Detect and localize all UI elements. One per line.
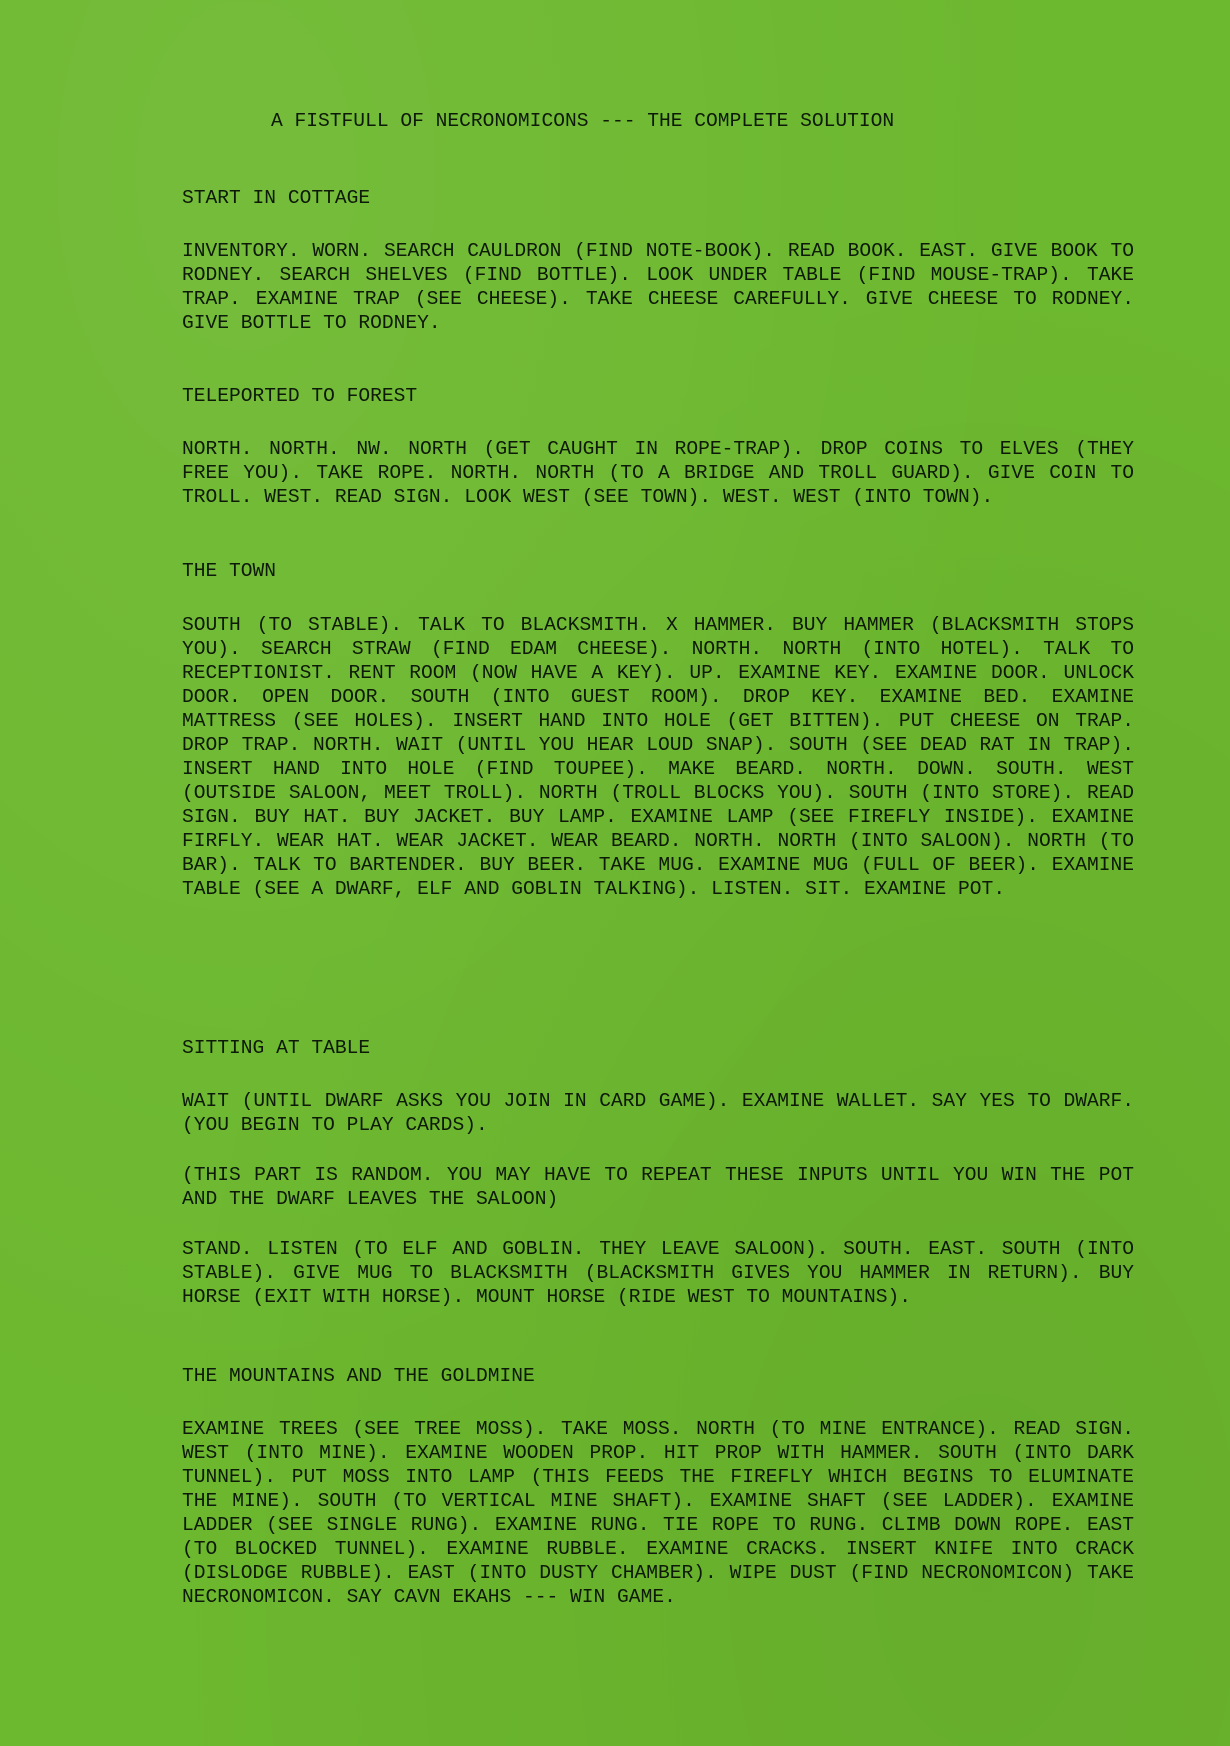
- section-heading-start-in-cottage: START IN COTTAGE: [182, 187, 371, 209]
- section-paragraph: WAIT (UNTIL DWARF ASKS YOU JOIN IN CARD GAME). EXAMINE WALLET. SAY YES TO DWARF. (YOU BEGIN TO PLAY CARDS).: [182, 1090, 1134, 1136]
- section-paragraph: SOUTH (TO STABLE). TALK TO BLACKSMITH. X HAMMER. BUY HAMMER (BLACKSMITH STOPS YOU). SEARCH STRAW (FIND EDAM CHEESE). NORTH. NORTH (INTO HOTEL). TALK TO RECEPTIONIST. RENT ROOM (NOW HAVE A KEY). UP. EXAMINE KEY. EXAMINE DOOR. UNLOCK DOOR. OPEN DOOR. SOUTH (INTO GUEST ROOM). DROP KEY. EXAMINE BED. EXAMINE MATTRESS (SEE HOLES). INSERT HAND INTO HOLE (GET BITTEN). PUT CHEESE ON TRAP. DROP TRAP. NORTH. WAIT (UNTIL YOU HEAR LOUD SNAP). SOUTH (SEE DEAD RAT IN TRAP). INSERT HAND INTO HOLE (FIND TOUPEE). MAKE BEARD. NORTH. DOWN. SOUTH. WEST (OUTSIDE SALOON, MEET TROLL). NORTH (TROLL BLOCKS YOU). SOUTH (INTO STORE). READ SIGN. BUY HAT. BUY JACKET. BUY LAMP. EXAMINE LAMP (SEE FIREFLY INSIDE). EXAMINE FIRFLY. WEAR HAT. WEAR JACKET. WEAR BEARD. NORTH. NORTH (INTO SALOON). NORTH (TO BAR). TALK TO BARTENDER. BUY BEER. TAKE MUG. EXAMINE MUG (FULL OF BEER). EXAMINE TABLE (SEE A DWARF, ELF AND GOBLIN TALKING). LISTEN. SIT. EXAMINE POT.: [182, 614, 1134, 900]
- section-heading-the-mountains-and-the-goldmine: THE MOUNTAINS AND THE GOLDMINE: [182, 1365, 535, 1387]
- section-paragraph: EXAMINE TREES (SEE TREE MOSS). TAKE MOSS. NORTH (TO MINE ENTRANCE). READ SIGN. WEST (INTO MINE). EXAMINE WOODEN PROP. HIT PROP WITH HAMMER. SOUTH (INTO DARK TUNNEL). PUT MOSS INTO LAMP (THIS FEEDS THE FIREFLY WHICH BEGINS TO ELUMINATE THE MINE). SOUTH (TO VERTICAL MINE SHAFT). EXAMINE SHAFT (SEE LADDER). EXAMINE LADDER (SEE SINGLE RUNG). EXAMINE RUNG. TIE ROPE TO RUNG. CLIMB DOWN ROPE. EAST (TO BLOCKED TUNNEL). EXAMINE RUBBLE. EXAMINE CRACKS. INSERT KNIFE INTO CRACK (DISLODGE RUBBLE). EAST (INTO DUSTY CHAMBER). WIPE DUST (FIND NECRONOMICON) TAKE NECRONOMICON. SAY CAVN EKAHS --- WIN GAME.: [182, 1418, 1134, 1608]
- section-paragraph: (THIS PART IS RANDOM. YOU MAY HAVE TO REPEAT THESE INPUTS UNTIL YOU WIN THE POT AND THE DWARF LEAVES THE SALOON): [182, 1164, 1134, 1210]
- section-heading-sitting-at-table: SITTING AT TABLE: [182, 1037, 371, 1059]
- section-paragraph: STAND. LISTEN (TO ELF AND GOBLIN. THEY LEAVE SALOON). SOUTH. EAST. SOUTH (INTO STABLE). GIVE MUG TO BLACKSMITH (BLACKSMITH GIVES YOU HAMMER IN RETURN). BUY HORSE (EXIT WITH HORSE). MOUNT HORSE (RIDE WEST TO MOUNTAINS).: [182, 1238, 1134, 1308]
- section-paragraph: NORTH. NORTH. NW. NORTH (GET CAUGHT IN ROPE-TRAP). DROP COINS TO ELVES (THEY FREE YOU). TAKE ROPE. NORTH. NORTH (TO A BRIDGE AND TROLL GUARD). GIVE COIN TO TROLL. WEST. READ SIGN. LOOK WEST (SEE TOWN). WEST. WEST (INTO TOWN).: [182, 438, 1134, 508]
- section-paragraph: INVENTORY. WORN. SEARCH CAULDRON (FIND NOTE-BOOK). READ BOOK. EAST. GIVE BOOK TO RODNEY. SEARCH SHELVES (FIND BOTTLE). LOOK UNDER TABLE (FIND MOUSE-TRAP). TAKE TRAP. EXAMINE TRAP (SEE CHEESE). TAKE CHEESE CAREFULLY. GIVE CHEESE TO RODNEY. GIVE BOTTLE TO RODNEY.: [182, 240, 1134, 334]
- section-heading-the-town: THE TOWN: [182, 560, 277, 582]
- section-heading-teleported-to-forest: TELEPORTED TO FOREST: [182, 385, 418, 407]
- document-title: A FISTFULL OF NECRONOMICONS --- THE COMPLETE SOLUTION: [271, 110, 895, 132]
